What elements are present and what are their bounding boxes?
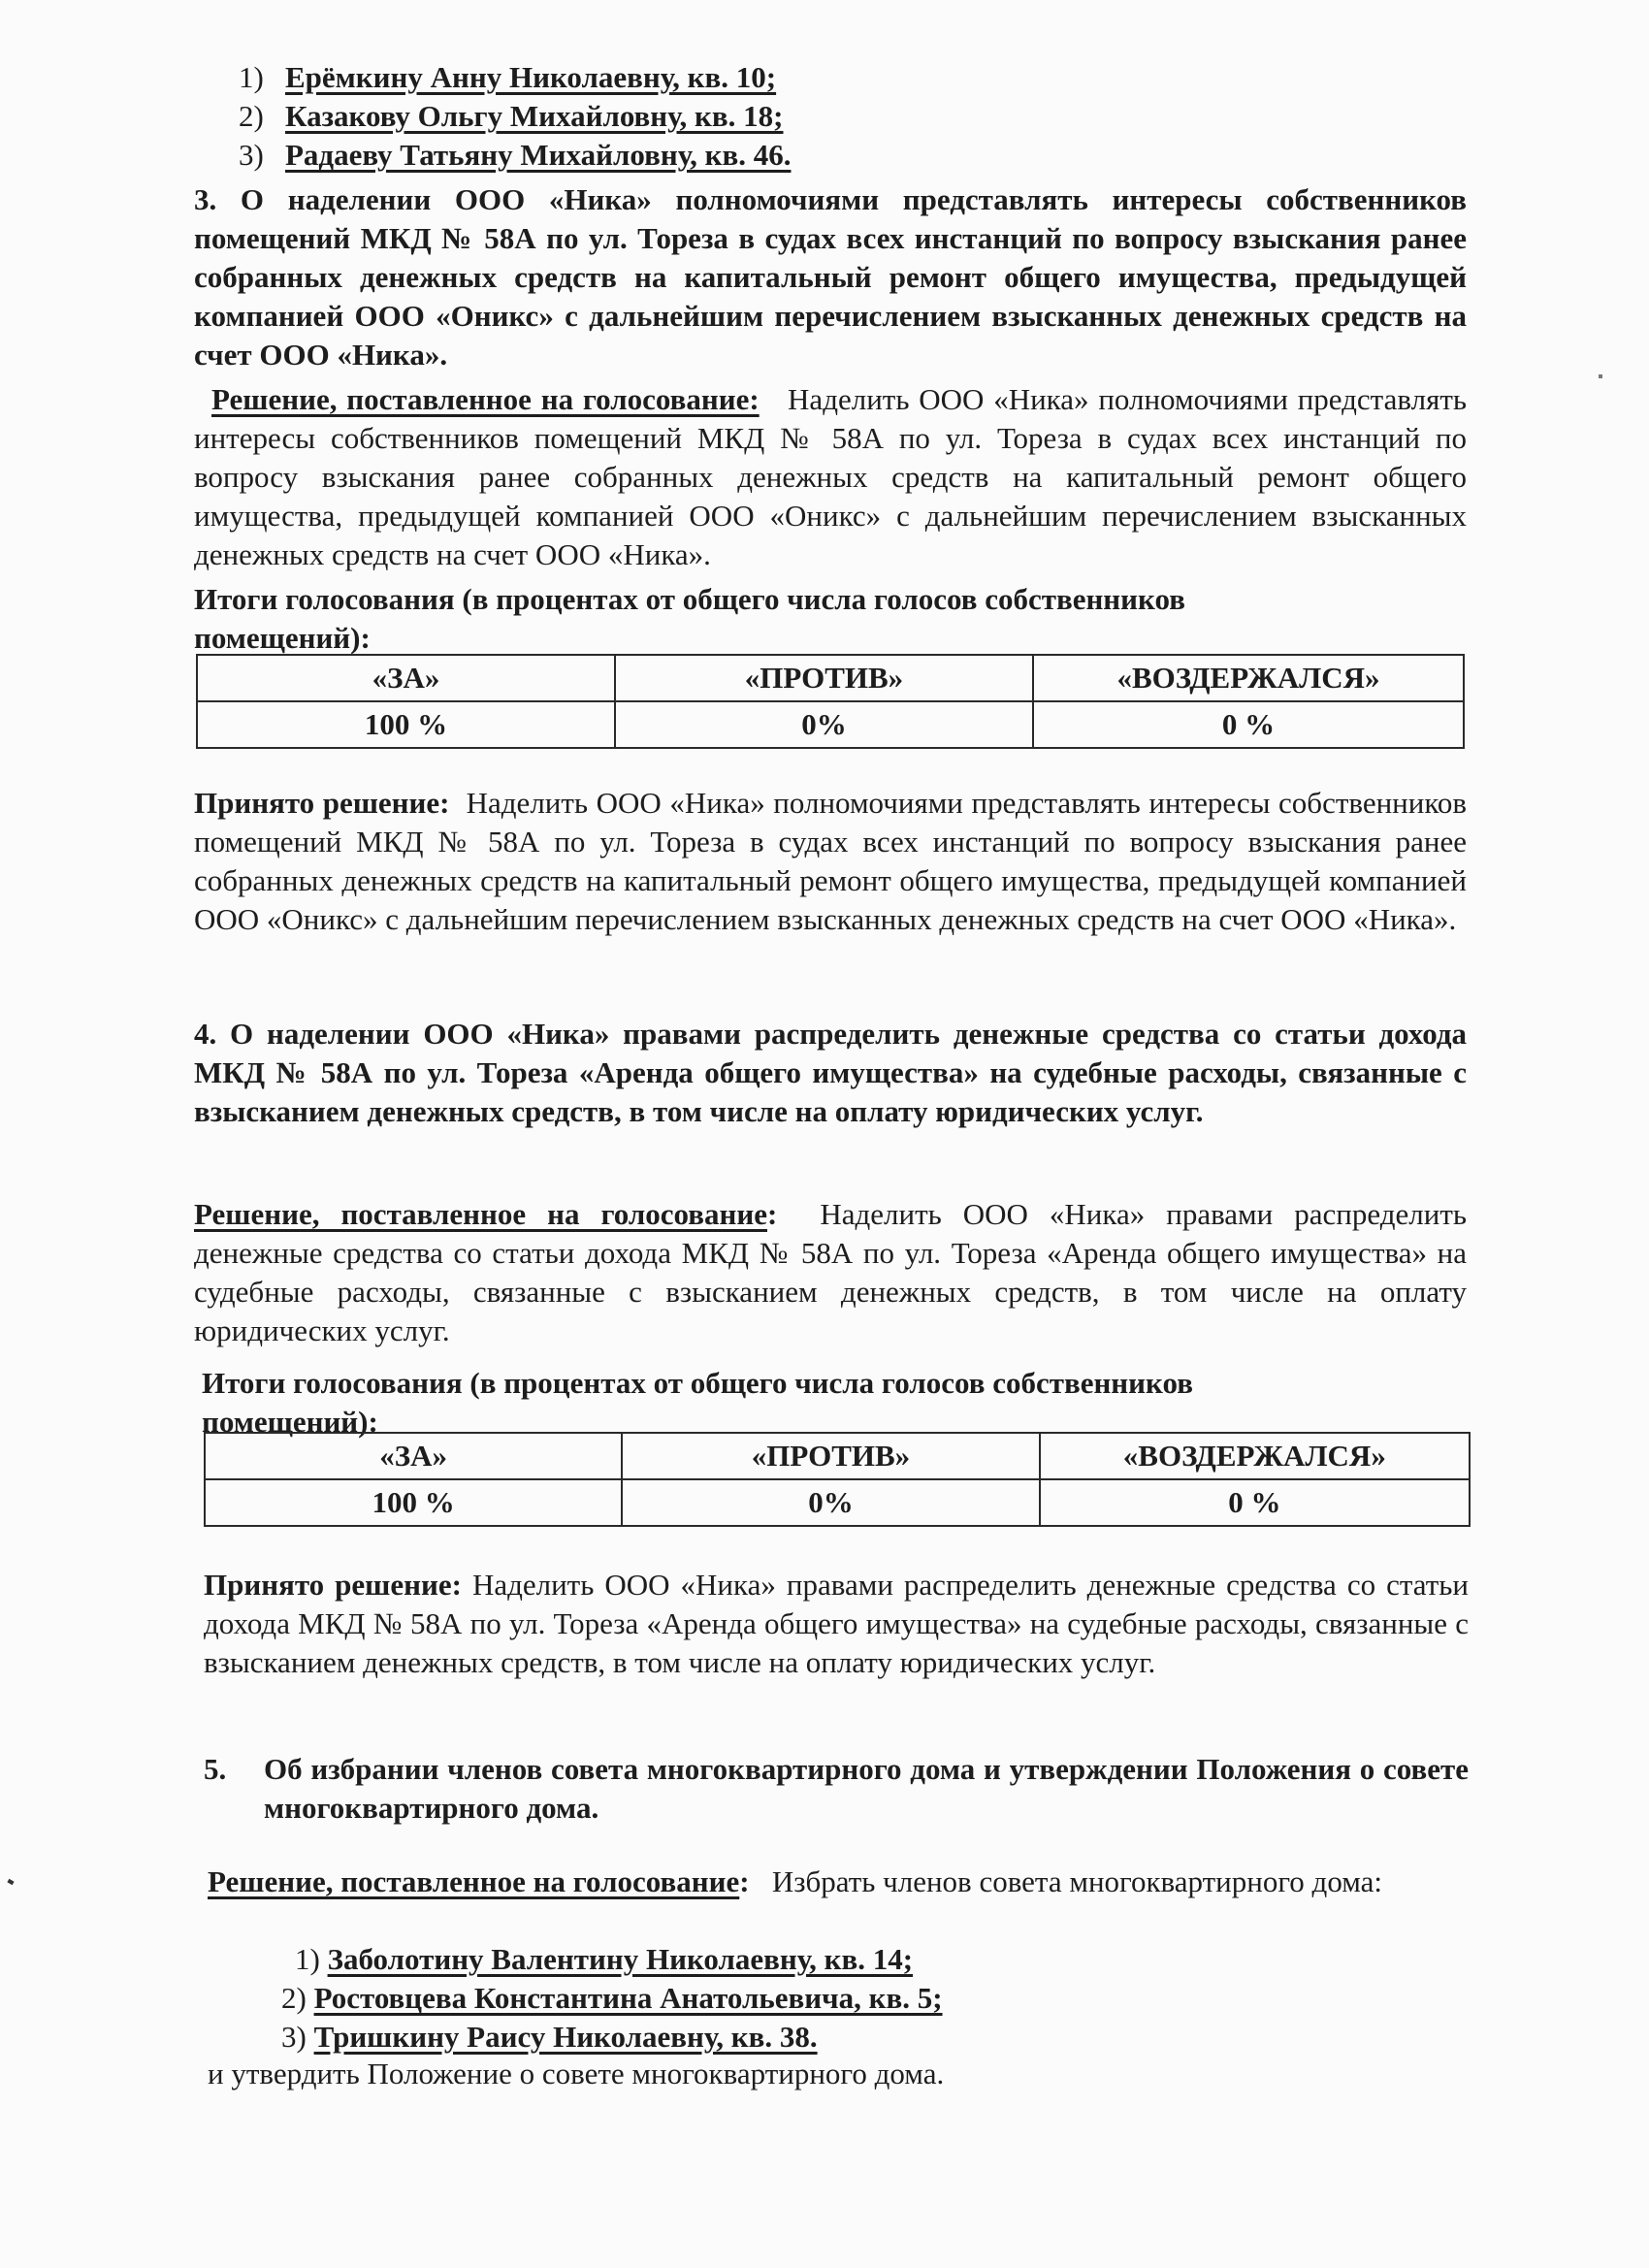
item3-decision [194, 380, 1467, 574]
item3-accepted [194, 784, 1467, 939]
list-item: 1) Ерёмкину Анну Николаевну, кв. 10; [239, 60, 777, 94]
item5-closing: и утвердить Положение о совете многоквартирного дома. [208, 2057, 945, 2090]
item4-decision: Решение, поставленное на голосование: Наделить ООО «Ника» правами распределить денежные средства со статьи дохода МКД № 58А по ул. Тореза «Аренда общего имущества» на судебные расходы, связанные с взысканием денежных средств, в том числе на оплату юридических услуг. [194, 1197, 1467, 1347]
decision-text: Избрать членов совета многоквартирного дома: [771, 1864, 1383, 1898]
list-item-text: Казакову Ольгу Михайловну, кв. 18; [285, 99, 784, 133]
votes-value-against: 0% [622, 1479, 1039, 1526]
list-item-text: Ерёмкину Анну Николаевну, кв. 10; [285, 60, 777, 94]
item5-heading [204, 1750, 1469, 1828]
decision-label: Решение, поставленное на голосование [194, 1197, 767, 1231]
votes-value-abstain: 0 % [1033, 701, 1464, 748]
decision-text: Наделить ООО «Ника» полномочиями представлять интересы собственников помещений МКД № 58А по ул. Тореза в судах всех инстанций по вопросу взыскания ранее собранных денежных средств на капитальный ремонт общего имущества, предыдущей компанией ООО «Оникс» с дальнейшим перечислением взысканных денежных средств на счет ООО «Ника». [194, 382, 1468, 571]
votes-header-abstain: «ВОЗДЕРЖАЛСЯ» [1033, 655, 1464, 701]
decision-label: Решение, поставленное на голосование: [211, 382, 760, 416]
votes-value-row [205, 1479, 1470, 1526]
council-members-list [281, 1940, 1154, 2057]
item3-votes-table [196, 654, 1465, 749]
item4-accepted [204, 1566, 1469, 1682]
votes-header-row [205, 1433, 1470, 1479]
votes-value-against: 0% [615, 701, 1033, 748]
votes-value-abstain: 0 % [1040, 1479, 1470, 1526]
list-item: 3) Радаеву Татьяну Михайловну, кв. 46. [239, 138, 792, 172]
list-item: 2) Ростовцева Константина Анатольевича, кв. 5; [281, 1981, 943, 2015]
item3-heading: 3. О наделении ООО «Ника» полномочиями представлять интересы собственников помещений МКД № 58А по ул. Тореза в судах всех инстанций по вопросу взыскания ранее собранных денежных средств на капитальный ремонт общего имущества, предыдущей компанией ООО «Оникс» с дальнейшим перечислением взысканных денежных средств на счет ООО «Ника». [194, 182, 1467, 372]
list-item-text: Тришкину Раису Николаевну, кв. 38. [313, 2020, 818, 2054]
decision-text: Наделить ООО «Ника» правами распределить денежные средства со статьи дохода МКД № 58А по ул. Тореза «Аренда общего имущества» на судебные расходы, связанные с взысканием денежных средств, в том числе на оплату юридических услуг. [194, 1197, 1467, 1347]
decision-label: Решение, поставленное на голосование [208, 1864, 740, 1898]
elected-list [239, 58, 1112, 175]
votes-header-against: «ПРОТИВ» [615, 655, 1033, 701]
accepted-text: Наделить ООО «Ника» полномочиями представлять интересы собственников помещений МКД № 58А по ул. Тореза в судах всех инстанций по вопросу взыскания ранее собранных денежных средств на капитальный ремонт общего имущества, предыдущей компанией ООО «Оникс» с дальнейшим перечислением взысканных денежных средств на счет ООО «Ника». [194, 786, 1467, 936]
scan-mark [1599, 374, 1602, 378]
votes-header-row [197, 655, 1464, 701]
accepted-text: Наделить ООО «Ника» правами распределить денежные средства со статьи дохода МКД № 58А по ул. Тореза «Аренда общего имущества» на судебные расходы, связанные с взысканием денежных средств, в том числе на оплату юридических услуг. [204, 1568, 1470, 1679]
item5-decision: Решение, поставленное на голосование: Избрать членов совета многоквартирного дома: [208, 1864, 1383, 1898]
votes-header-against: «ПРОТИВ» [622, 1433, 1039, 1479]
list-item-text: Радаеву Татьяну Михайловну, кв. 46. [285, 138, 792, 172]
votes-header-abstain: «ВОЗДЕРЖАЛСЯ» [1040, 1433, 1470, 1479]
item4-results-title: Итоги голосования (в процентах от общего числа голосов собственников помещений): [202, 1366, 1193, 1439]
votes-value-row [197, 701, 1464, 748]
list-item: 3) Тришкину Раису Николаевну, кв. 38. [281, 2020, 818, 2054]
item4-heading: 4. О наделении ООО «Ника» правами распределить денежные средства со статьи дохода МКД № 58А по ул. Тореза «Аренда общего имущества» на судебные расходы, связанные с взысканием денежных средств, в том числе на оплату юридических услуг. [194, 1017, 1467, 1128]
item3-results-title: Итоги голосования (в процентах от общего числа голосов собственников помещений): [194, 582, 1185, 655]
item5-heading-text: Об избрании членов совета многоквартирного дома и утверждении Положения о совете многоквартирного дома. [264, 1752, 1469, 1825]
list-item-text: Ростовцева Константина Анатольевича, кв. 5; [313, 1981, 943, 2015]
list-item: 2) Казакову Ольгу Михайловну, кв. 18; [239, 99, 784, 133]
votes-header-for: «ЗА» [197, 655, 615, 701]
scan-mark [7, 1879, 14, 1885]
item4-votes-table [204, 1432, 1471, 1527]
votes-value-for: 100 % [197, 701, 615, 748]
votes-header-for: «ЗА» [205, 1433, 622, 1479]
accepted-label: Принято решение: [204, 1568, 462, 1602]
votes-value-for: 100 % [205, 1479, 622, 1526]
list-item: 1) Заболотину Валентину Николаевну, кв. 14; [295, 1942, 914, 1976]
item5-number: 5. [204, 1752, 227, 1786]
accepted-label: Принято решение: [194, 786, 450, 820]
list-item-text: Заболотину Валентину Николаевну, кв. 14; [327, 1942, 914, 1976]
